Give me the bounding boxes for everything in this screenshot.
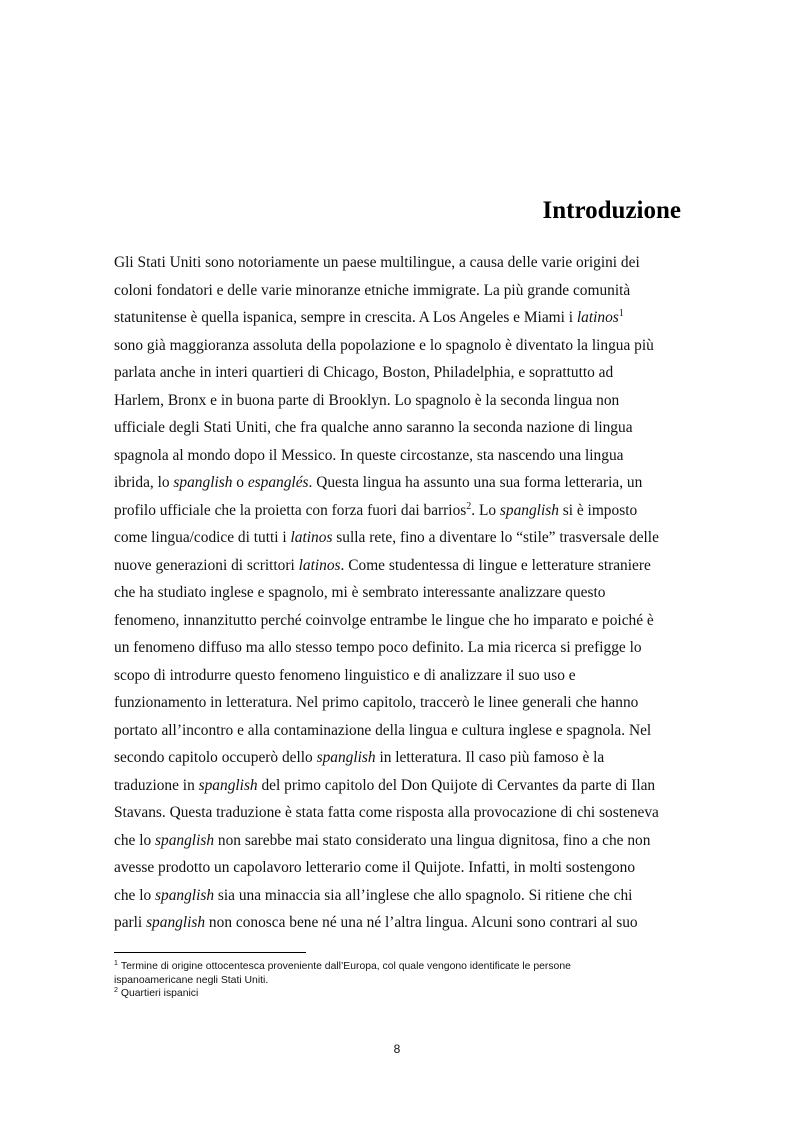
text-line: Gli Stati Uniti sono notoriamente un paese multilingue, a causa delle varie origini dei	[114, 254, 640, 271]
text-line: parlata anche in interi quartieri di Chicago, Boston, Philadelphia, e soprattutto ad	[114, 364, 614, 381]
text-line: funzionamento in letteratura. Nel primo capitolo, traccerò le linee generali che hanno	[114, 694, 639, 711]
footnote-marker: 1	[114, 960, 118, 967]
text-line: che lo spanglish non sarebbe mai stato considerato una lingua dignitosa, fino a che non	[114, 831, 651, 849]
text-line: un fenomeno diffuso ma allo stesso tempo poco definito. La mia ricerca si prefigge lo	[114, 639, 642, 656]
text-line: coloni fondatori e delle varie minoranze etniche immigrate. La più grande comunità	[114, 281, 631, 299]
text-line: nuove generazioni di scrittori latinos. Come studentessa di lingue e letterature straniere	[114, 556, 651, 574]
text-line: ufficiale degli Stati Uniti, che fra qualche anno saranno la seconda nazione di lingua	[114, 419, 633, 436]
footnote-separator	[114, 952, 306, 953]
text-line: scopo di introdurre questo fenomeno linguistico e di analizzare il suo uso e	[114, 666, 576, 684]
text-line: Harlem, Bronx e in buona parte di Brooklyn. Lo spagnolo è la seconda lingua non	[114, 391, 620, 409]
italic-term: latinos	[576, 309, 619, 326]
text-line: statunitense è quella ispanica, sempre in crescita. A Los Angeles e Miami i latinos$^1$	[114, 308, 624, 326]
text-line: che ha studiato inglese e spagnolo, mi è sembrato interessante analizzare questo	[114, 584, 606, 601]
text-line: ibrida, lo spanglish o espanglés. Questa lingua ha assunto una sua forma letteraria, un	[114, 474, 643, 491]
italic-term: spanglish	[146, 914, 206, 931]
text-line: avesse prodotto un capolavoro letterario come il Quijote. Infatti, in molti sostengono	[114, 859, 636, 876]
text-line: profilo ufficiale che la proietta con forza fuori dai barrios$^2$. Lo spanglish si è imposto	[114, 500, 638, 519]
italic-term: spanglish	[316, 749, 376, 766]
footnote-ref-1: 1	[618, 308, 624, 319]
text-line: spagnola al mondo dopo il Messico. In queste circostanze, sta nascendo una lingua	[114, 446, 624, 464]
text-line: fenomeno, innanzitutto perché coinvolge entrambe le lingue che ho imparato e poiché è	[114, 611, 654, 629]
italic-term: spanglish	[198, 776, 258, 794]
page-number: 8	[393, 1042, 401, 1056]
italic-term: spanglish	[173, 474, 233, 491]
text-line: parli spanglish non conosca bene né una né l’altra lingua. Alcuni sono contrari al suo	[114, 914, 638, 931]
italic-term: latinos	[298, 556, 341, 574]
text-line: che lo spanglish sia una minaccia sia all’inglese che allo spagnolo. Si ritiene che chi	[114, 886, 633, 904]
italic-term: spanglish	[155, 886, 215, 904]
footnote-ref-2: 2	[466, 500, 472, 512]
text-line: sono già maggioranza assoluta della popolazione e lo spagnolo è diventato la lingua più	[114, 336, 654, 354]
body-text	[114, 249, 681, 937]
text-line: Stavans. Questa traduzione è stata fatta come risposta alla provocazione di chi sosteneva	[114, 804, 659, 821]
italic-term: espanglés	[247, 474, 309, 491]
text-line: traduzione in spanglish del primo capitolo del Don Quijote di Cervantes da parte di Ilan	[114, 776, 656, 794]
text-line: come lingua/codice di tutti i latinos sulla rete, fino a diventare lo “stile” trasversale delle	[114, 529, 659, 546]
page-title: Introduzione	[542, 197, 681, 224]
italic-term: spanglish	[499, 501, 559, 519]
footnote-1-continuation: ispanoamericane negli Stati Uniti.	[114, 974, 269, 986]
footnote-2: $^2$ Quartieri ispanici	[114, 987, 199, 999]
text-line: secondo capitolo occuperò dello spanglish in letteratura. Il caso più famoso è la	[114, 749, 605, 766]
text-line: portato all’incontro e alla contaminazione della lingua e cultura inglese e spagnola. Nel	[114, 721, 652, 739]
footnotes	[114, 960, 681, 1001]
footnote-1: $^1$ Termine di origine ottocentesca proveniente dall’Europa, col quale vengono identificate le persone	[114, 960, 571, 972]
italic-term: latinos	[290, 529, 333, 546]
footnote-marker: 2	[114, 987, 118, 994]
italic-term: spanglish	[155, 831, 215, 849]
